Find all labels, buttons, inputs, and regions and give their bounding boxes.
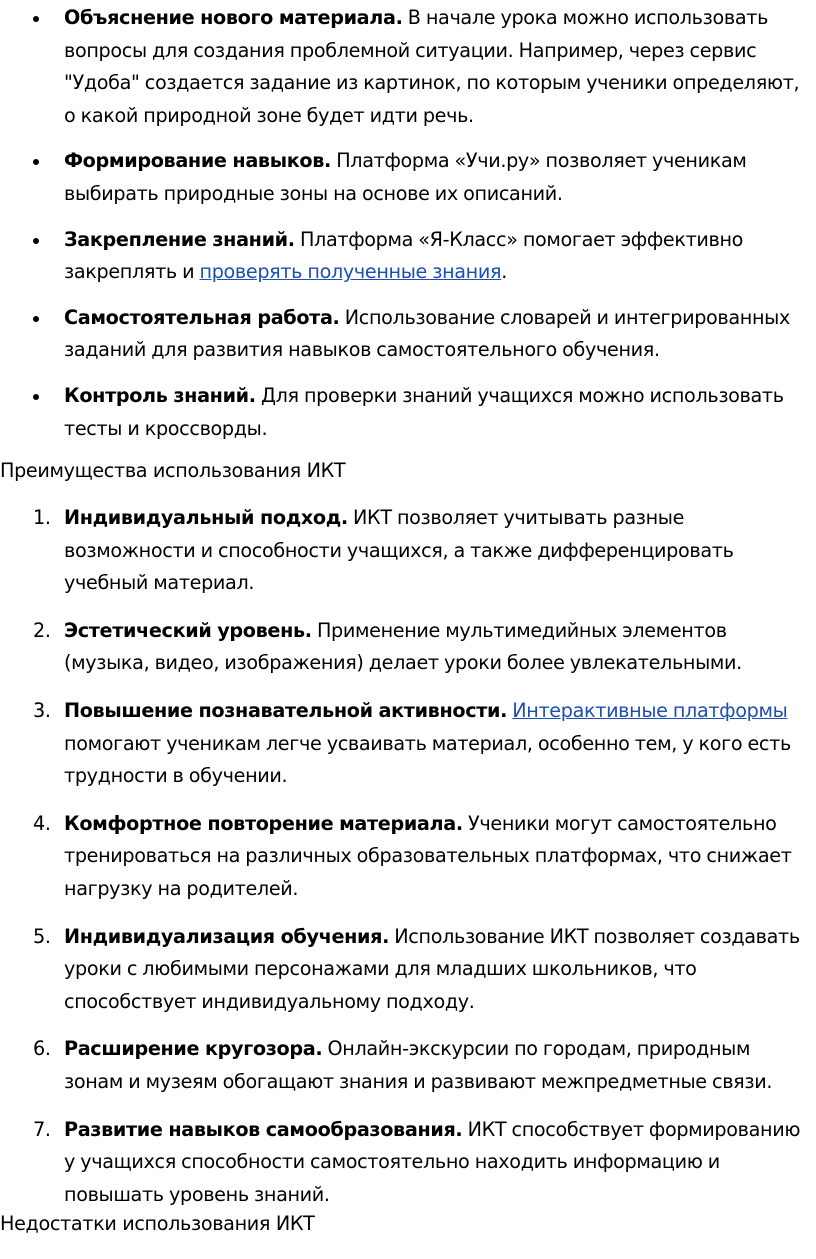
item-title: Индивидуальный подход.: [64, 506, 348, 529]
item-title: Развитие навыков самообразования.: [64, 1117, 463, 1141]
bullet-marker: [33, 394, 39, 400]
item-number: 6.: [33, 1037, 51, 1061]
list-item: [0, 380, 816, 445]
advantages-heading: Преимущества использования ИКТ: [0, 459, 346, 482]
item-text: Использование словарей и интегрированных заданий для развития навыков самостоятельного обучения.: [64, 305, 790, 362]
item-number: 5.: [33, 924, 51, 948]
item-title: Контроль знаний.: [64, 383, 256, 407]
item-text: Использование ИКТ позволяет создавать уроки с любимыми персонажами для младших школьников, что способствует индивидуальному подходу.: [64, 924, 800, 1013]
list-item: [0, 224, 816, 289]
interactive-platforms-link[interactable]: Интерактивные платформы: [512, 698, 788, 722]
item-title: Объяснение нового материала.: [64, 6, 403, 29]
methods-bullet-list: [0, 2, 816, 458]
item-title: Повышение познавательной активности.: [64, 698, 508, 722]
list-item: [0, 302, 816, 367]
list-item: [0, 695, 816, 793]
item-text-after: .: [501, 260, 507, 284]
item-number: 7.: [33, 1117, 51, 1141]
list-item: [0, 921, 816, 1019]
item-title: Закрепление знаний.: [64, 227, 295, 251]
item-text: ИКТ способствует формированию у учащихся способности самостоятельно находить информацию и повышать уровень знаний.: [64, 1117, 801, 1206]
item-title: Расширение кругозора.: [64, 1037, 323, 1061]
item-text: ИКТ позволяет учитывать разные возможности и способности учащихся, а также дифференцировать учебный материал.: [64, 506, 734, 595]
item-title: Эстетический уровень.: [64, 618, 312, 642]
list-item: [0, 1114, 816, 1212]
bullet-marker: [33, 16, 39, 22]
list-item: [0, 808, 816, 906]
list-item: [0, 2, 816, 132]
item-text: В начале урока можно использовать вопросы для создания проблемной ситуации. Например, через сервис "Удоба" создается задание из картинок, по которым ученики определяют, о какой природной зоне будет идти речь.: [64, 6, 800, 127]
item-title: Формирование навыков.: [64, 149, 331, 173]
disadvantages-heading: Недостатки использования ИКТ: [0, 1212, 315, 1235]
bullet-marker: [33, 316, 39, 322]
list-item: [0, 145, 816, 210]
item-title: Комфортное повторение материала.: [64, 811, 463, 835]
item-title: Самостоятельная работа.: [64, 305, 340, 329]
advantages-numbered-list: [0, 502, 816, 1226]
item-text: Применение мультимедийных элементов (музыка, видео, изображения) делает уроки более увлекательными.: [64, 618, 742, 675]
item-text: Для проверки знаний учащихся можно использовать тесты и кроссворды.: [64, 383, 784, 440]
bullet-marker: [33, 238, 39, 244]
bullet-marker: [33, 159, 39, 165]
item-number: 3.: [33, 698, 51, 722]
list-item: [0, 502, 816, 600]
item-text: Ученики могут самостоятельно тренироваться на различных образовательных платформах, что снижает нагрузку на родителей.: [64, 811, 792, 900]
item-text: помогают ученикам легче усваивать материал, особенно тем, у кого есть трудности в обучении.: [64, 731, 791, 788]
item-number: 2.: [33, 618, 51, 642]
item-text: Платформа «Учи.ру» позволяет ученикам выбирать природные зоны на основе их описаний.: [64, 149, 747, 205]
item-number: 4.: [33, 811, 51, 835]
list-item: [0, 615, 816, 680]
check-knowledge-link[interactable]: проверять полученные знания: [199, 260, 502, 284]
list-item: [0, 1033, 816, 1098]
item-title: Индивидуализация обучения.: [64, 924, 390, 948]
item-number: 1.: [33, 506, 51, 529]
item-text: Онлайн-экскурсии по городам, природным зонам и музеям обогащают знания и развивают межпредметные связи.: [64, 1037, 773, 1093]
item-text: Платформа «Я-Класс» помогает эффективно закреплять и: [64, 227, 744, 284]
